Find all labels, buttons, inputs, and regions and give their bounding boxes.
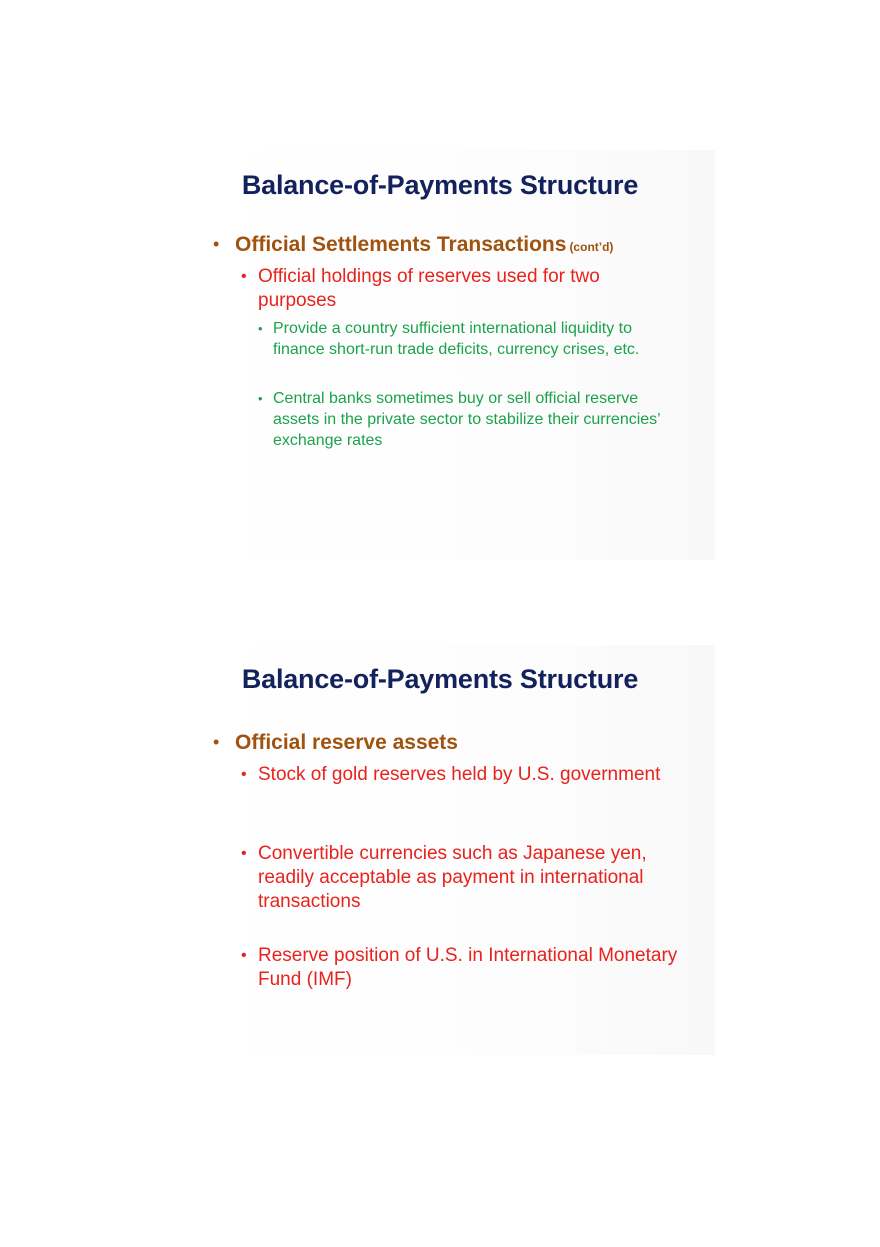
heading-text: Official Settlements Transactions xyxy=(235,233,567,256)
sub-bullet-text: Official holdings of reserves used for two purposes xyxy=(258,266,600,311)
heading-note: (cont’d) xyxy=(569,240,614,254)
detail-bullet-central-banks xyxy=(258,388,678,451)
bullet-icon: • xyxy=(241,766,247,783)
detail-bullet-text: Central banks sometimes buy or sell official reserve assets in the private sector to stabilize their currencies’ exchange rates xyxy=(273,390,661,449)
sub-bullet-text: Reserve position of U.S. in International Monetary Fund (IMF) xyxy=(258,945,678,990)
sub-bullet-text: Convertible currencies such as Japanese yen, readily acceptable as payment in international transactions xyxy=(258,843,647,912)
slide-title: Balance-of-Payments Structure xyxy=(241,170,639,200)
bullet-icon: • xyxy=(241,845,247,862)
bullet-icon: • xyxy=(241,268,247,285)
sub-bullet-gold xyxy=(241,763,681,787)
slide-title: Balance-of-Payments Structure xyxy=(241,664,639,694)
detail-bullet-liquidity xyxy=(258,318,678,360)
bullet-icon: • xyxy=(213,234,220,254)
detail-bullet-text: Provide a country sufficient international liquidity to finance short-run trade deficits, currency crises, etc. xyxy=(273,320,640,358)
slide-2 xyxy=(205,645,715,1055)
bullet-icon: • xyxy=(258,321,263,336)
sub-bullet-currencies xyxy=(241,842,681,914)
heading-text: Official reserve assets xyxy=(235,731,458,754)
bullet-icon: • xyxy=(241,947,247,964)
slide-1 xyxy=(205,150,715,560)
sub-bullet-text: Stock of gold reserves held by U.S. government xyxy=(258,764,661,785)
sub-bullet-imf xyxy=(241,944,681,992)
bullet-icon: • xyxy=(258,391,263,406)
bullet-icon: • xyxy=(213,732,220,752)
sub-bullet xyxy=(241,265,681,313)
